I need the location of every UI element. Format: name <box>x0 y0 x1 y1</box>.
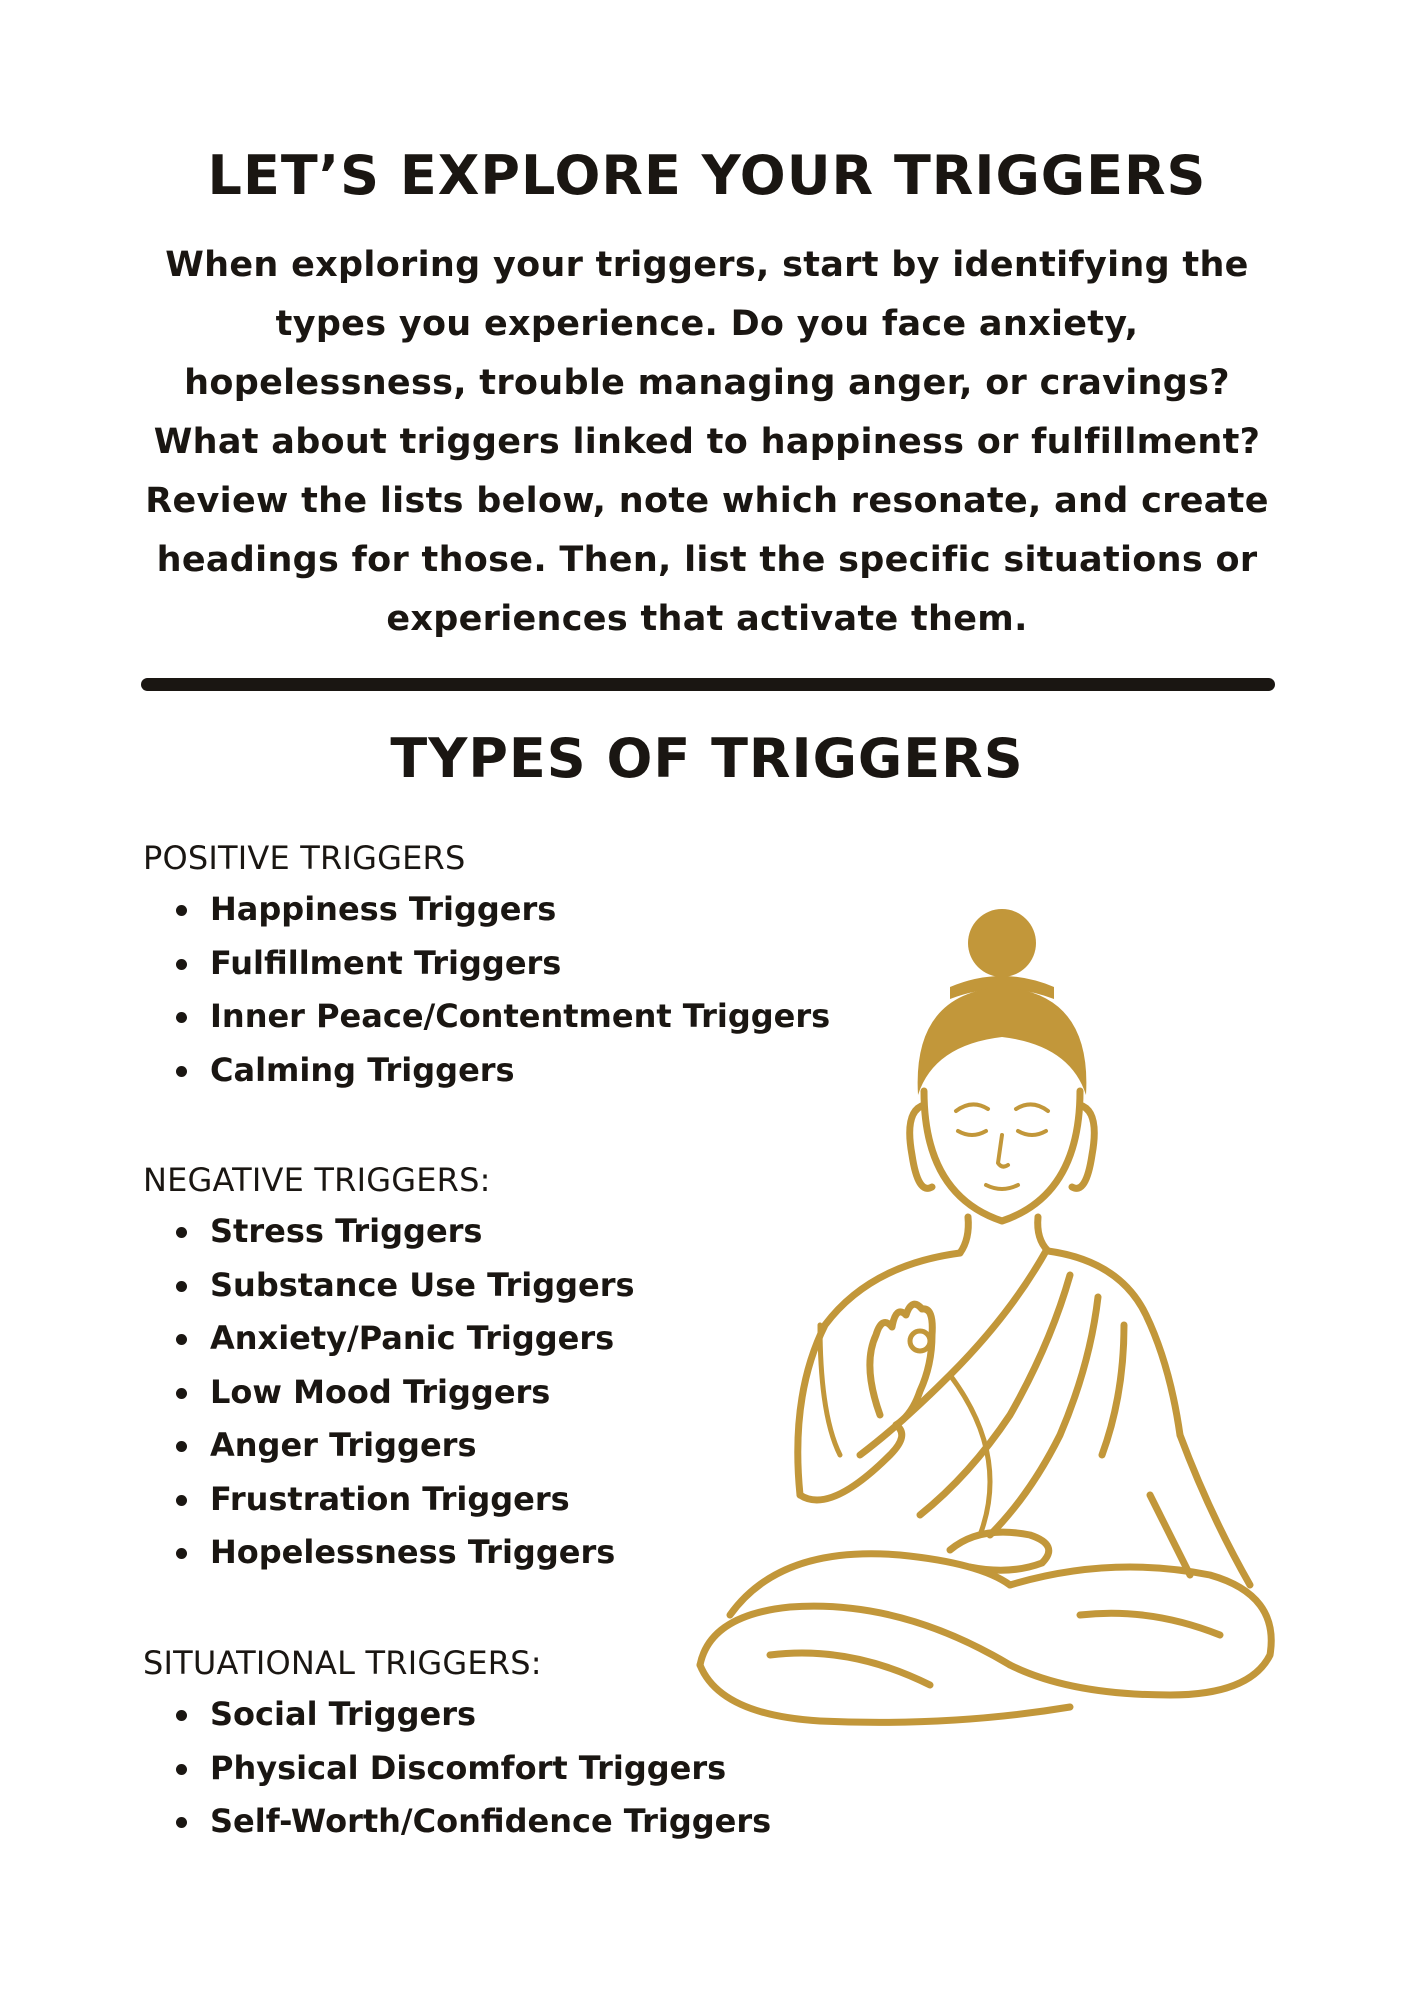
section-title: TYPES OF TRIGGERS <box>390 727 1024 790</box>
list-item: Inner Peace/Contentment Triggers <box>143 990 903 1044</box>
intro-line: When exploring your triggers, start by identifying the <box>165 245 1249 285</box>
list-item: Low Mood Triggers <box>143 1366 903 1420</box>
positive-triggers-group <box>143 833 903 1097</box>
list-item: Calming Triggers <box>143 1044 903 1098</box>
intro-line: hopelessness, trouble managing anger, or cravings? <box>184 363 1230 403</box>
situational-triggers-group <box>143 1638 903 1849</box>
list-item: Social Triggers <box>143 1688 903 1742</box>
list-item: Physical Discomfort Triggers <box>143 1742 903 1796</box>
trigger-list <box>143 1205 903 1580</box>
list-item: Happiness Triggers <box>143 883 903 937</box>
trigger-list <box>143 883 903 1097</box>
intro-paragraph <box>140 236 1274 649</box>
intro-line: experiences that activate them. <box>386 599 1028 639</box>
list-item: Stress Triggers <box>143 1205 903 1259</box>
intro-line: types you experience. Do you face anxiety, <box>275 304 1139 344</box>
negative-triggers-group <box>143 1155 903 1580</box>
group-heading: NEGATIVE TRIGGERS: <box>143 1161 491 1199</box>
intro-line: headings for those. Then, list the specific situations or <box>156 540 1258 580</box>
list-item: Anger Triggers <box>143 1419 903 1473</box>
list-item: Self-Worth/Confidence Triggers <box>143 1795 903 1849</box>
section-divider <box>141 678 1275 691</box>
group-heading: SITUATIONAL TRIGGERS: <box>143 1644 542 1682</box>
list-item: Substance Use Triggers <box>143 1259 903 1313</box>
trigger-list <box>143 1688 903 1849</box>
intro-line: What about triggers linked to happiness or fulfillment? <box>153 422 1261 462</box>
page-title: LET’S EXPLORE YOUR TRIGGERS <box>207 144 1207 207</box>
list-item: Fulfillment Triggers <box>143 937 903 991</box>
list-item: Anxiety/Panic Triggers <box>143 1312 903 1366</box>
list-item: Frustration Triggers <box>143 1473 903 1527</box>
list-item: Hopelessness Triggers <box>143 1526 903 1580</box>
intro-line: Review the lists below, note which resonate, and create <box>145 481 1269 521</box>
group-heading: POSITIVE TRIGGERS <box>143 839 466 877</box>
